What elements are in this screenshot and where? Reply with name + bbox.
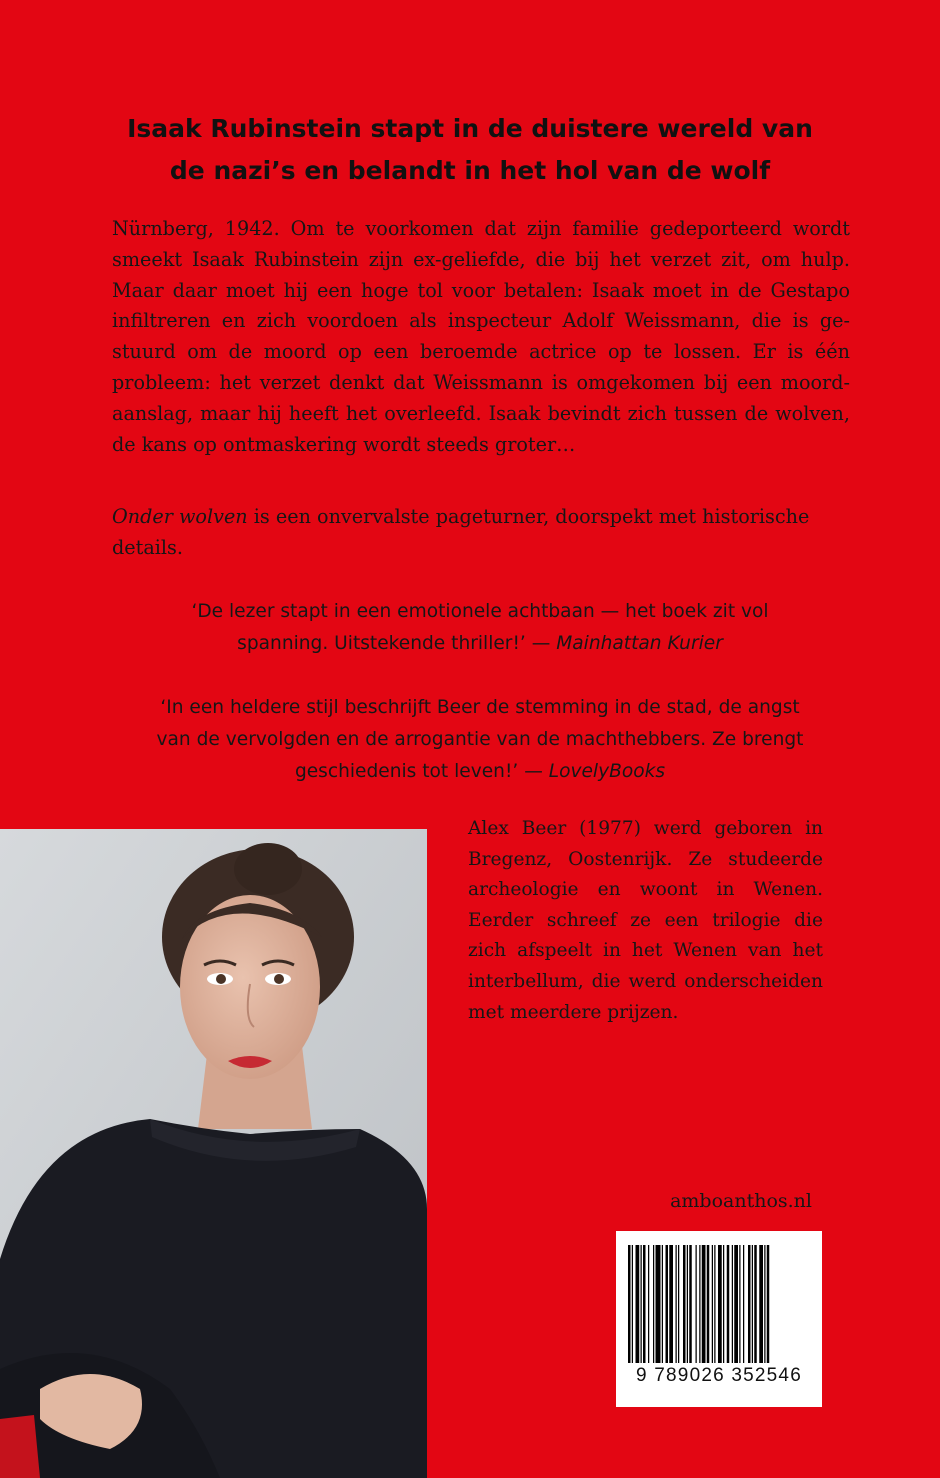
review-quote-1-line-2: spanning. Uitstekende thriller!’ — [237, 633, 557, 654]
isbn-number: 9 789026 352546 [636, 1365, 802, 1386]
publisher-website[interactable]: amboanthos.nl [670, 1190, 812, 1212]
review-quote-1-line-1: ‘De lezer stapt in een emotionele achtbaan — het boek zit vol [191, 601, 769, 622]
blurb-paragraph-2 [112, 502, 850, 564]
barcode-icon [628, 1245, 810, 1363]
review-quote-2-source: LovelyBooks [548, 761, 666, 782]
headline-line-1: Isaak Rubinstein stapt in de duistere wereld van [127, 114, 813, 143]
review-quote-2-line-3: geschiedenis tot leven!’ — [294, 761, 549, 782]
author-photo [0, 829, 427, 1478]
review-quote-2 [90, 692, 870, 788]
blurb-paragraph-2-text: is een onvervalste pageturner, doorspekt met historische details. [112, 505, 810, 559]
barcode [616, 1231, 822, 1407]
book-title: Onder wolven [112, 505, 248, 528]
review-quote-2-line-2: van de vervolgden en de arrogantie van de machthebbers. Ze brengt [156, 729, 804, 750]
author-bio: Alex Beer (1977) werd geboren in Bregenz, Oostenrijk. Ze studeerde archeologie en woont in Wenen. Eerder schreef ze een trilogie die zich afspeelt in het Wenen van het interbellum, die werd onderscheiden met meerdere prijzen. [468, 818, 823, 1023]
review-quote-1 [90, 596, 870, 660]
headline [60, 108, 880, 192]
review-quote-1-source: Mainhattan Kurier [556, 633, 723, 654]
review-quote-2-line-1: ‘In een heldere stijl beschrijft Beer de stemming in de stad, de angst [160, 697, 800, 718]
headline-line-2: de nazi’s en belandt in het hol van de wolf [169, 156, 771, 185]
blurb-paragraph: Nürnberg, 1942. Om te voorkomen dat zijn familie gedeporteerd wordt smeekt Isaak Rubinstein zijn ex-geliefde, die bij het verzet zit, om hulp. Maar daar moet hij een hoge tol voor betalen: Isaak moet in de Gestapo infiltreren en zich voordoen als inspecteur Adolf Weissmann, die is gestuurd om de moord op een beroemde actrice op te lossen. Er is één probleem: het verzet denkt dat Weissmann is omgekomen bij een moordaanslag, maar hij heeft het overleefd. Isaak bevindt zich tussen de wolven, de kans op ontmaskering wordt steeds groter… [112, 217, 850, 456]
